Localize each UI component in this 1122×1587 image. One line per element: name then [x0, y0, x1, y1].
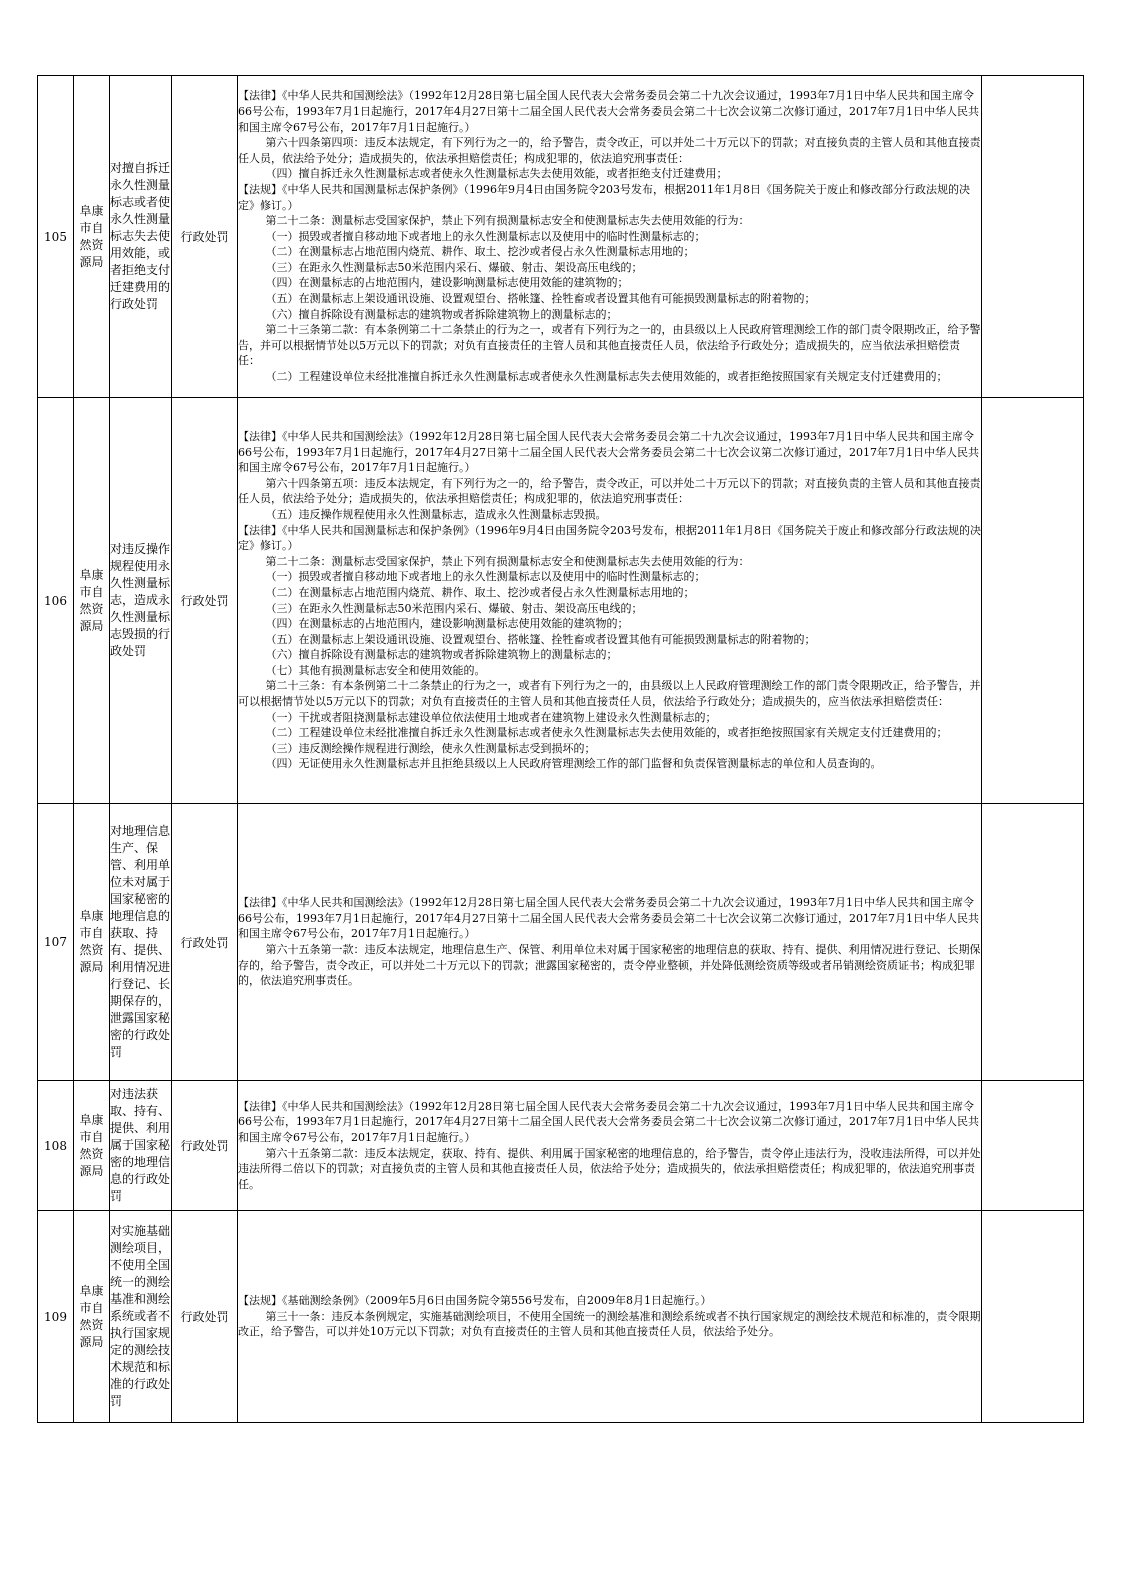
penalty-type-cell: 行政处罚 [172, 1211, 238, 1423]
basis-paragraph: （一）损毁或者擅自移动地下或者地上的永久性测量标志以及使用中的临时性测量标志的； [265, 229, 706, 243]
basis-paragraph: （四）无证使用永久性测量标志并且拒绝县级以上人民政府管理测绘工作的部门监督和负责保管测量标志的单位和人员查询的。 [265, 757, 882, 771]
basis-paragraph: （四）擅自拆迁永久性测量标志或者使永久性测量标志失去使用效能，或者拒绝支付迁建费用； [265, 167, 728, 181]
basis-paragraph: （三）在距永久性测量标志50米范围内采石、爆破、射击、架设高压电线的； [265, 260, 643, 274]
penalty-type-cell: 行政处罚 [172, 804, 238, 1081]
remarks-cell [982, 76, 1084, 398]
basis-paragraph: 【法律】《中华人民共和国测量标志和保护条例》（1996年9月4日由国务院令203号发布，根据2011年1月8日《国务院关于废止和修改部分行政法规的决定》修订。） [238, 523, 981, 553]
penalty-type-cell: 行政处罚 [172, 1081, 238, 1211]
department-cell: 阜康市自然资源局 [74, 804, 110, 1081]
basis-paragraph: （二）在测量标志占地范围内烧荒、耕作、取土、挖沙或者侵占永久性测量标志用地的； [265, 585, 695, 599]
legal-basis-cell [238, 1081, 982, 1211]
basis-paragraph: （五）在测量标志上架设通讯设施、设置观望台、搭帐篷、拴牲畜或者设置其他有可能损毁测量标志的附着物的； [265, 632, 816, 646]
department-cell: 阜康市自然资源局 [74, 1211, 110, 1423]
basis-paragraph: 【法律】《中华人民共和国测绘法》（1992年12月28日第七届全国人民代表大会常务委员会第二十九次会议通过，1993年7月1日中华人民共和国主席令66号公布，1993年7月1日起施行，2017年4月27日第十二届全国人民代表大会常务委员会第二十七次会议第二次修订通过，2017年7月1日中华人民共和国主席令67号公布，2017年7月1日起施行。） [238, 89, 979, 134]
basis-paragraph: （一）干扰或者阻挠测量标志建设单位依法使用土地或者在建筑物上建设永久性测量标志的； [265, 710, 717, 724]
basis-paragraph: （三）违反测绘操作规程进行测绘，使永久性测量标志受到损坏的； [265, 741, 596, 755]
department-cell: 阜康市自然资源局 [74, 1081, 110, 1211]
basis-paragraph: （二）工程建设单位未经批准擅自拆迁永久性测量标志或者使永久性测量标志失去使用效能的，或者拒绝按照国家有关规定支付迁建费用的； [265, 726, 948, 740]
table-row [38, 398, 1084, 804]
basis-paragraph: 第六十四条第四项：违反本法规定，有下列行为之一的，给予警告，责令改正，可以并处二十万元以下的罚款；对直接负责的主管人员和其他直接责任人员，依法给予处分；造成损失的，依法承担赔偿责任；构成犯罪的，依法追究刑事责任： [238, 136, 981, 165]
basis-paragraph: （五）在测量标志上架设通讯设施、设置观望台、搭帐篷、拴牲畜或者设置其他有可能损毁测量标志的附着物的； [265, 292, 816, 306]
basis-paragraph: （四）在测量标志的占地范围内，建设影响测量标志使用效能的建筑物的； [265, 276, 629, 290]
penalty-type-cell: 行政处罚 [172, 76, 238, 398]
table-row [38, 804, 1084, 1081]
basis-paragraph: 第二十三条：有本条例第二十二条禁止的行为之一，或者有下列行为之一的，由县级以上人民政府管理测绘工作的部门责令限期改正，给予警告，并可以根据情节处以5万元以下的罚款；对负有直接责任的主管人员和其他直接责任人员，依法给予行政处分；造成损失的，应当依法承担赔偿责任： [238, 679, 981, 709]
table-row [38, 1211, 1084, 1423]
department-cell: 阜康市自然资源局 [74, 76, 110, 398]
basis-paragraph: 第六十五条第一款：违反本法规定，地理信息生产、保管、利用单位未对属于国家秘密的地理信息的获取、持有、提供、利用情况进行登记、长期保存的，给予警告，责令改正，可以并处二十万元以下的罚款；泄露国家秘密的，责令停业整顿，并处降低测绘资质等级或者吊销测绘资质证书；构成犯罪的，依法追究刑事责任。 [238, 943, 981, 988]
basis-paragraph: 第二十三条第二款：有本条例第二十二条禁止的行为之一，或者有下列行为之一的，由县级以上人民政府管理测绘工作的部门责令限期改正，给予警告，并可以根据情节处以5万元以下的罚款；对负有直接责任的主管人员和其他直接责任人员，依法给予行政处分；造成损失的，应当依法承担赔偿责任： [238, 323, 981, 368]
basis-paragraph: （七）其他有损测量标志安全和使用效能的。 [265, 663, 486, 677]
basis-paragraph: 第二十二条：测量标志受国家保护，禁止下列有损测量标志安全和使测量标志失去使用效能的行为： [265, 214, 750, 228]
basis-paragraph: 【法律】《中华人民共和国测绘法》（1992年12月28日第七届全国人民代表大会常务委员会第二十九次会议通过，1993年7月1日中华人民共和国主席令66号公布，1993年7月1日起施行，2017年4月27日第十二届全国人民代表大会常务委员会第二十七次会议第二次修订通过，2017年7月1日中华人民共和国主席令67号公布，2017年7月1日起施行。） [238, 1099, 979, 1144]
basis-paragraph: （二）在测量标志占地范围内烧荒、耕作、取土、挖沙或者侵占永久性测量标志用地的； [265, 245, 695, 259]
basis-paragraph: 【法规】《中华人民共和国测量标志保护条例》（1996年9月4日由国务院令203号发布，根据2011年1月8日《国务院关于废止和修改部分行政法规的决定》修订。） [238, 182, 970, 212]
remarks-cell [982, 1081, 1084, 1211]
basis-paragraph: （六）擅自拆除设有测量标志的建筑物或者拆除建筑物上的测量标志的； [265, 307, 618, 321]
table-row [38, 76, 1084, 398]
legal-basis-cell [238, 804, 982, 1081]
basis-paragraph: 【法律】《中华人民共和国测绘法》（1992年12月28日第七届全国人民代表大会常务委员会第二十九次会议通过，1993年7月1日中华人民共和国主席令66号公布，1993年7月1日起施行，2017年4月27日第十二届全国人民代表大会常务委员会第二十七次会议第二次修订通过，2017年7月1日中华人民共和国主席令67号公布，2017年7月1日起施行。） [238, 896, 979, 941]
remarks-cell [982, 1211, 1084, 1423]
item-name-cell: 对违法获取、持有、提供、利用属于国家秘密的地理信息的行政处罚 [110, 1081, 172, 1211]
basis-paragraph: （六）擅自拆除设有测量标志的建筑物或者拆除建筑物上的测量标志的； [265, 648, 618, 662]
basis-paragraph: （一）损毁或者擅自移动地下或者地上的永久性测量标志以及使用中的临时性测量标志的； [265, 570, 706, 584]
item-name-cell: 对实施基础测绘项目，不使用全国统一的测绘基准和测绘系统或者不执行国家规定的测绘技术规范和标准的行政处罚 [110, 1211, 172, 1423]
basis-paragraph: （五）违反操作规程使用永久性测量标志，造成永久性测量标志毁损。 [265, 507, 607, 521]
item-name-cell: 对擅自拆迁永久性测量标志或者使永久性测量标志失去使用效能，或者拒绝支付迁建费用的行政处罚 [110, 76, 172, 398]
department-cell: 阜康市自然资源局 [74, 398, 110, 804]
remarks-cell [982, 804, 1084, 1081]
row-number: 105 [38, 76, 74, 398]
basis-paragraph: 第六十五条第二款：违反本法规定，获取、持有、提供、利用属于国家秘密的地理信息的，给予警告，责令停止违法行为，没收违法所得，可以并处违法所得二倍以下的罚款；对直接负责的主管人员和其他直接责任人员，依法给予处分；造成损失的，依法承担赔偿责任；构成犯罪的，依法追究刑事责任。 [238, 1146, 981, 1191]
basis-paragraph: 第六十四条第五项：违反本法规定，有下列行为之一的，给予警告，责令改正，可以并处二十万元以下的罚款；对直接负责的主管人员和其他直接责任人员，依法给予处分；造成损失的，依法承担赔偿责任；构成犯罪的，依法追究刑事责任： [238, 476, 981, 506]
basis-paragraph: （四）在测量标志的占地范围内，建设影响测量标志使用效能的建筑物的； [265, 617, 629, 631]
basis-paragraph: 第三十一条：违反本条例规定，实施基础测绘项目，不使用全国统一的测绘基准和测绘系统或者不执行国家规定的测绘技术规范和标准的，责令限期改正，给予警告，可以并处10万元以下罚款；对负有直接责任的主管人员和其他直接责任人员，依法给予处分。 [238, 1309, 981, 1339]
basis-paragraph: 【法律】《中华人民共和国测绘法》（1992年12月28日第七届全国人民代表大会常务委员会第二十九次会议通过，1993年7月1日中华人民共和国主席令66号公布，1993年7月1日起施行，2017年4月27日第十二届全国人民代表大会常务委员会第二十七次会议第二次修订通过，2017年7月1日中华人民共和国主席令67号公布，2017年7月1日起施行。） [238, 429, 979, 475]
item-name-cell: 对地理信息生产、保管、利用单位未对属于国家秘密的地理信息的获取、持有、提供、利用情况进行登记、长期保存的，泄露国家秘密的行政处罚 [110, 804, 172, 1081]
basis-paragraph: 【法规】《基础测绘条例》（2009年5月6日由国务院令第556号发布，自2009年8月1日起施行。） [238, 1294, 712, 1308]
legal-basis-cell [238, 1211, 982, 1423]
basis-paragraph: （三）在距永久性测量标志50米范围内采石、爆破、射击、架设高压电线的； [265, 601, 643, 615]
item-name-cell: 对违反操作规程使用永久性测量标志，造成永久性测量标志毁损的行政处罚 [110, 398, 172, 804]
remarks-cell [982, 398, 1084, 804]
basis-paragraph: 第二十二条：测量标志受国家保护，禁止下列有损测量标志安全和使测量标志失去使用效能的行为： [265, 554, 750, 568]
legal-basis-cell [238, 398, 982, 804]
basis-paragraph: （二）工程建设单位未经批准擅自拆迁永久性测量标志或者使永久性测量标志失去使用效能的，或者拒绝按照国家有关规定支付迁建费用的； [265, 370, 948, 384]
penalty-table [37, 75, 1084, 1423]
table-row [38, 1081, 1084, 1211]
row-number: 109 [38, 1211, 74, 1423]
row-number: 107 [38, 804, 74, 1081]
row-number: 106 [38, 398, 74, 804]
penalty-type-cell: 行政处罚 [172, 398, 238, 804]
row-number: 108 [38, 1081, 74, 1211]
legal-basis-cell [238, 76, 982, 398]
